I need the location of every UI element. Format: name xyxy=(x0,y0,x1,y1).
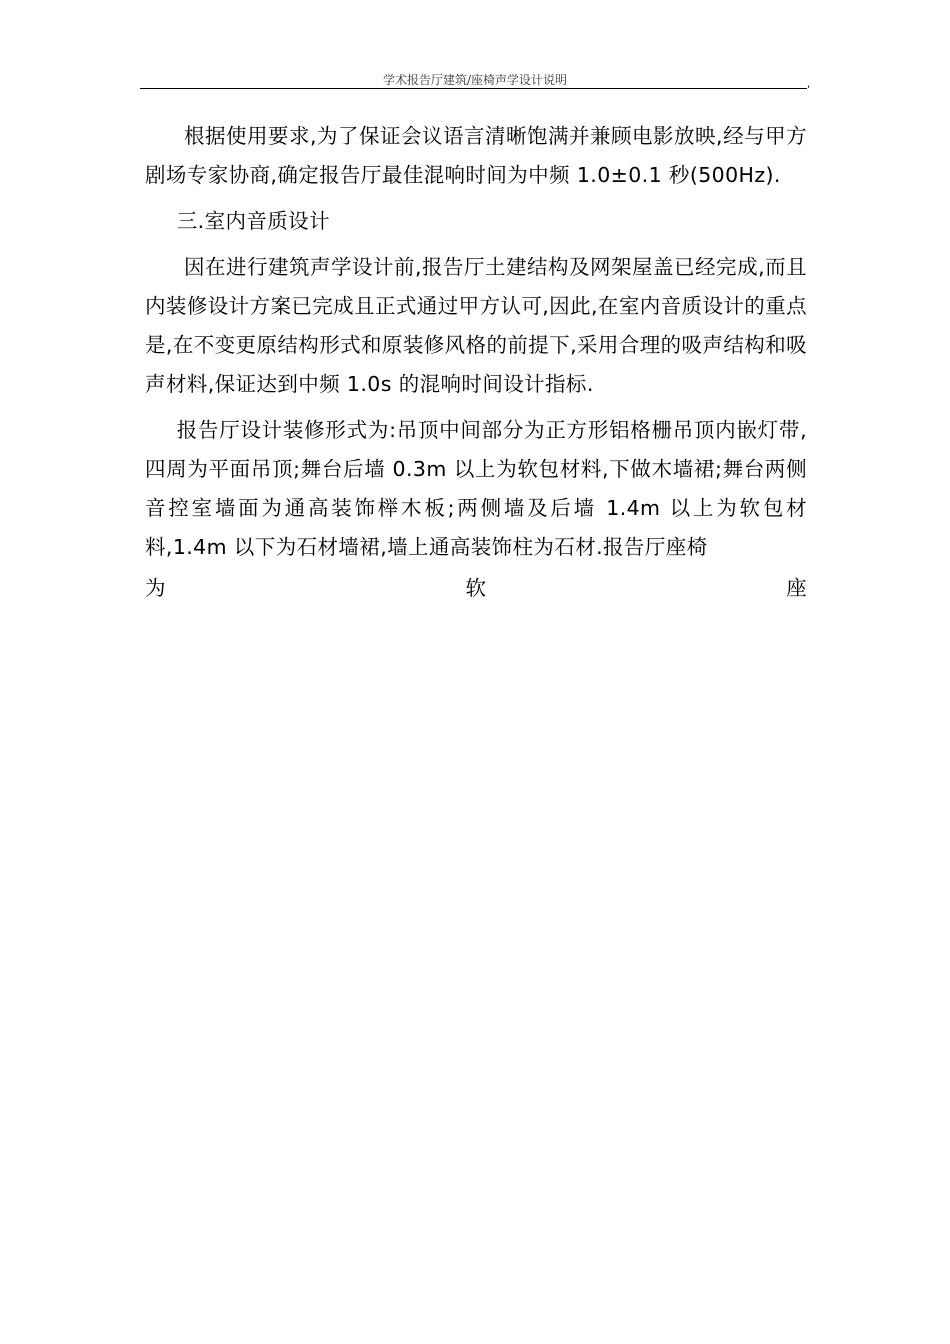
continuation-word-1: 为 xyxy=(145,576,166,600)
continuation-word-3: 座 xyxy=(786,576,807,600)
header-mark: , xyxy=(807,79,811,90)
continuation-word-2: 软 xyxy=(465,576,487,600)
paragraph-seat-continuation xyxy=(145,569,807,608)
document-body xyxy=(145,117,807,608)
paragraph-reverberation-target: 根据使用要求,为了保证会议语言清晰饱满并兼顾电影放映,经与甲方剧场专家协商,确定报告厅最佳混响时间为中频 1.0±0.1 秒(500Hz). xyxy=(145,124,807,187)
paragraph-design-approach: 因在进行建筑声学设计前,报告厅土建结构及网架屋盖已经完成,而且内装修设计方案已完成且正式通过甲方认可,因此,在室内音质设计的重点是,在不变更原结构形式和原装修风格的前提下,采用合理的吸声结构和吸声材料,保证达到中频 1.0s 的混响时间设计指标. xyxy=(145,255,807,396)
header-divider xyxy=(140,88,807,89)
header-title: 学术报告厅建筑/座椅声学设计说明 xyxy=(382,73,568,87)
page-header xyxy=(140,70,810,90)
section-heading-room-acoustics: 三.室内音质设计 xyxy=(176,209,330,233)
paragraph-decoration-form: 报告厅设计装修形式为:吊顶中间部分为正方形铝格栅吊顶内嵌灯带,四周为平面吊顶;舞台后墙 0.3m 以上为软包材料,下做木墙裙;舞台两侧音控室墙面为通高装饰榉木板;两侧墙及后墙 1.4m 以上为软包材料,1.4m 以下为石材墙裙,墙上通高装饰柱为石材.报告厅座椅 xyxy=(145,418,807,559)
